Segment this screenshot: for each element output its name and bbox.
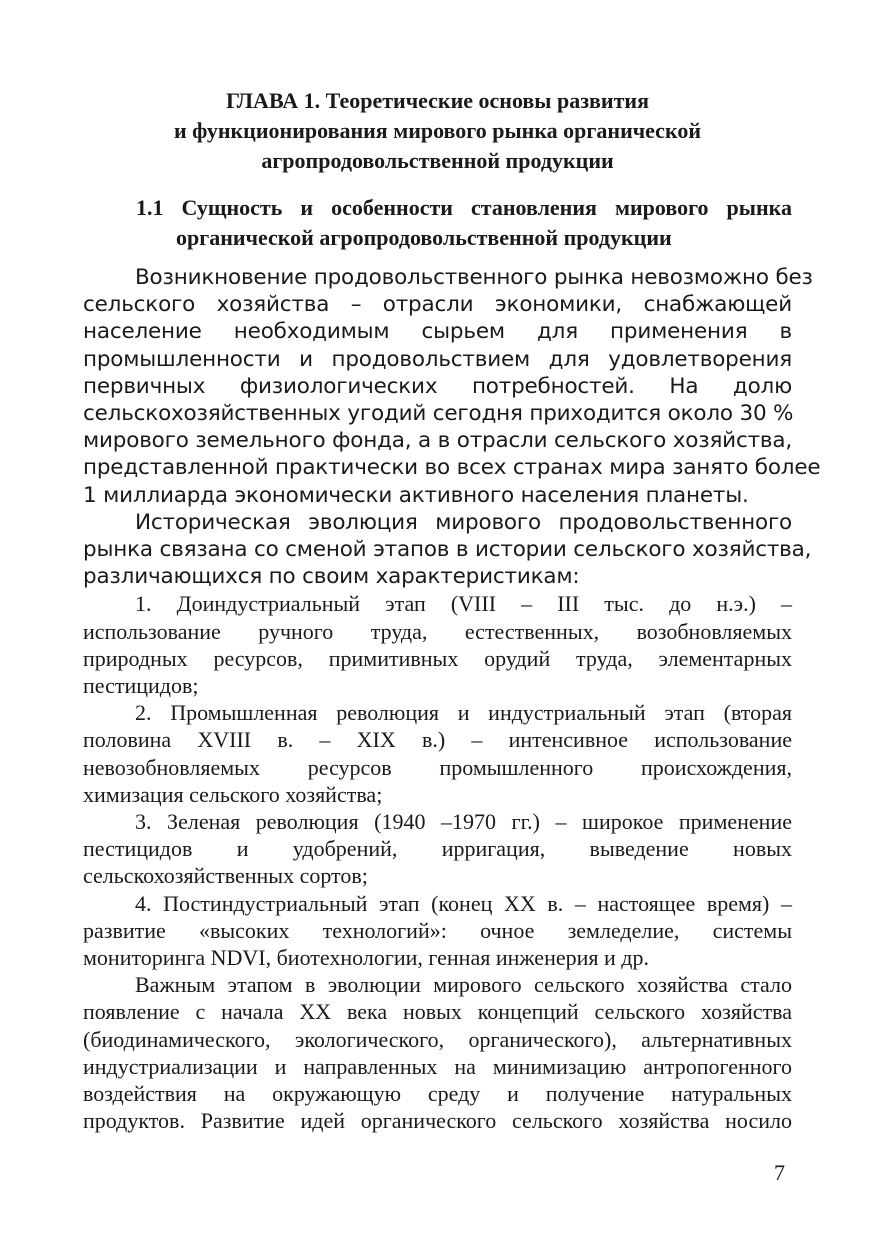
- chapter-title-line: и функционирования мирового рынка органической: [173, 118, 702, 143]
- list-item: [83, 699, 792, 808]
- text-line: 1 миллиарда экономически активного населения планеты.: [83, 482, 749, 508]
- text-line: 1. Доиндустриальный этап (VIII – III тыс. до н.э.) –: [135, 591, 792, 617]
- paragraph-evolution: [83, 509, 812, 591]
- text-line: использование ручного труда, естественных, возобновляемых: [83, 618, 792, 644]
- page-number: 7: [774, 1160, 785, 1185]
- chapter-title: [0, 86, 875, 176]
- text-line: половина XVIII в. – XIX в.) – интенсивное использование: [83, 727, 792, 753]
- text-line: первичных физиологических потребностей. На долю: [83, 373, 792, 399]
- list-item: [83, 590, 792, 699]
- text-line: 2. Промышленная революция и индустриальный этап (вторая: [135, 700, 792, 726]
- list-item: [83, 808, 792, 890]
- text-line: население необходимым сырьем для применения в: [83, 319, 792, 345]
- text-line: (биодинамического, экологического, органического), альтернативных: [83, 1026, 792, 1052]
- chapter-title-line: агропродовольственной продукции: [261, 148, 614, 173]
- text-line: рынка связана со сменой этапов в истории сельского хозяйства,: [83, 537, 812, 563]
- text-line: различающихся по своим характеристикам:: [83, 564, 580, 590]
- text-line: сельскохозяйственных угодий сегодня приходится около 30 %: [83, 401, 794, 427]
- list-item: [83, 890, 792, 972]
- text-line: пестицидов;: [83, 673, 199, 699]
- text-line: воздействия на окружающую среду и получение натуральных: [83, 1081, 792, 1107]
- section-title-line: органической агропродовольственной продукции: [176, 225, 672, 250]
- paragraph-intro: [83, 264, 821, 509]
- text-line: пестицидов и удобрений, ирригация, выведение новых: [83, 836, 792, 862]
- text-line: представленной практически во всех странах мира занято более: [83, 455, 821, 481]
- text-line: Важным этапом в эволюции мирового сельского хозяйства стало: [135, 972, 792, 998]
- text-line: промышленности и продовольствием для удовлетворения: [83, 346, 792, 372]
- text-line: сельского хозяйства – отрасли экономики, снабжающей: [83, 292, 792, 318]
- section-title-line: 1.1 Сущность и особенности становления мирового рынка: [136, 195, 792, 220]
- section-title: [136, 193, 792, 253]
- paragraph-concepts: [83, 971, 792, 1134]
- body-text: [83, 264, 821, 1135]
- text-line: химизация сельского хозяйства;: [83, 781, 383, 807]
- text-line: невозобновляемых ресурсов промышленного происхождения,: [83, 754, 792, 780]
- text-line: индустриализации и направленных на минимизацию антропогенного: [83, 1053, 792, 1079]
- text-line: 4. Постиндустриальный этап (конец XX в. – настоящее время) –: [135, 890, 792, 916]
- text-line: Возникновение продовольственного рынка невозможно без: [135, 265, 813, 290]
- chapter-title-line: ГЛАВА 1. Теоретические основы развития: [225, 88, 649, 113]
- text-line: Историческая эволюция мирового продовольственного: [135, 509, 792, 535]
- text-line: природных ресурсов, примитивных орудий труда, элементарных: [83, 645, 792, 671]
- text-line: сельскохозяйственных сортов;: [83, 863, 368, 889]
- text-line: 3. Зеленая революция (1940 –1970 гг.) – широкое применение: [135, 809, 792, 835]
- text-line: появление с начала XX века новых концепций сельского хозяйства: [83, 999, 792, 1025]
- text-line: мирового земельного фонда, а в отрасли сельского хозяйства,: [83, 428, 792, 454]
- text-line: продуктов. Развитие идей органического сельского хозяйства носило: [83, 1108, 792, 1134]
- text-line: развитие «высоких технологий»: очное земледелие, системы: [83, 917, 792, 943]
- text-line: мониторинга NDVI, биотехнологии, генная инженерия и др.: [83, 945, 649, 971]
